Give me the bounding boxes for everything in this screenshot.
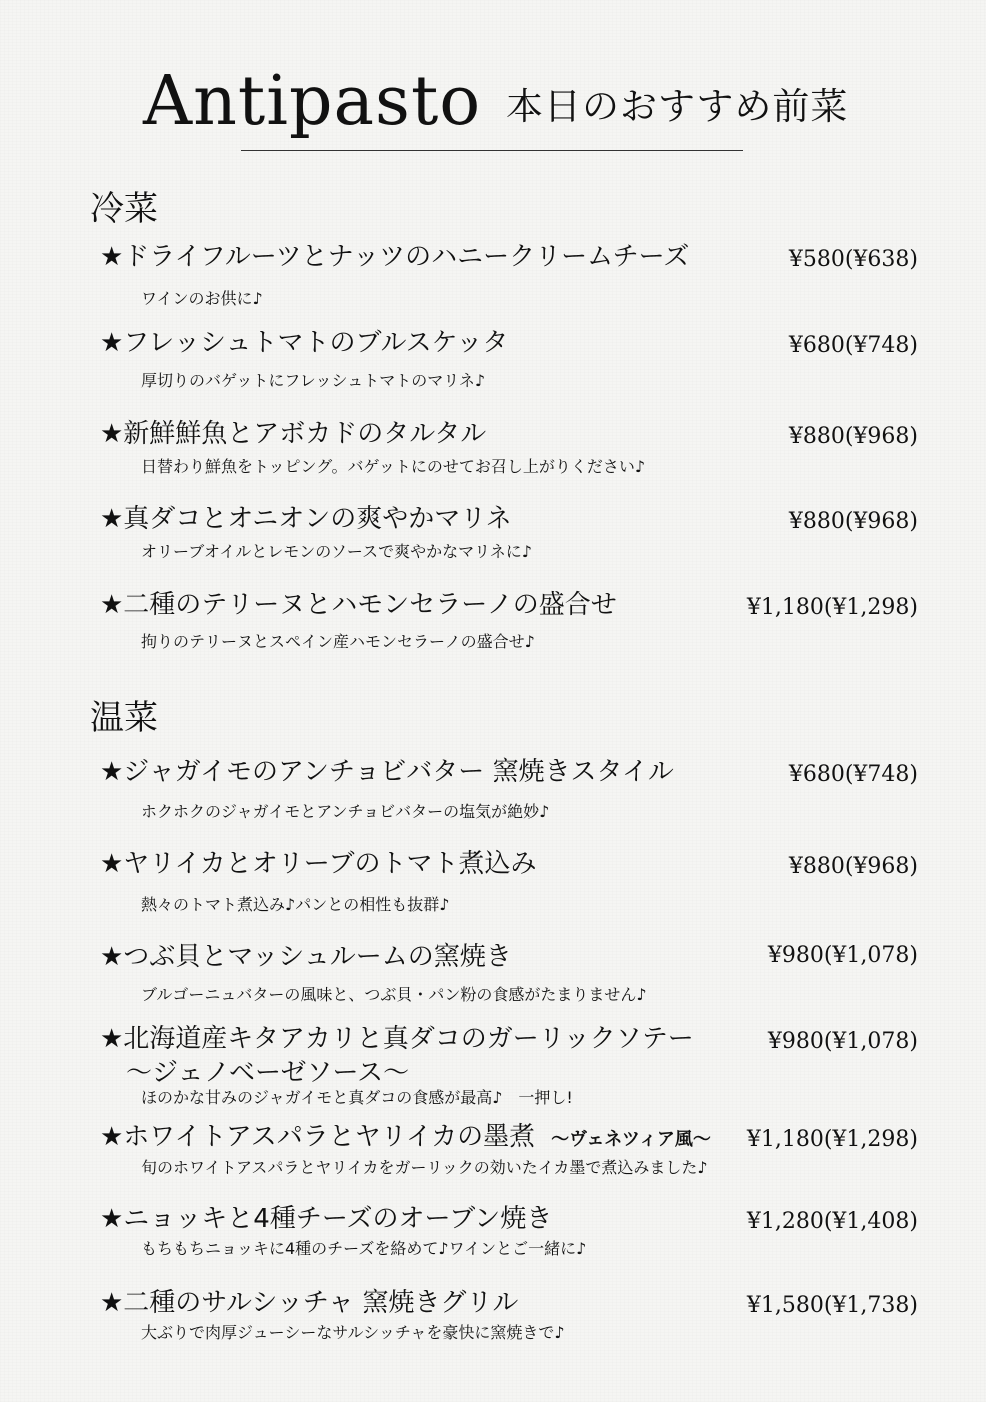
item-price: ¥1,580(¥1,738) [746,1293,918,1318]
title-english: Antipasto [143,62,482,141]
section-title-warm: 温菜 [90,698,158,738]
item-name: ★つぶ貝とマッシュルームの窯焼き [100,942,512,972]
menu-header [0,62,986,142]
title-japanese: 本日のおすすめ前菜 [506,85,849,128]
item-name-subtitle: ～ジェノベーゼソース～ [126,1058,410,1088]
section-title-cold: 冷菜 [90,189,158,229]
item-name: ★ドライフルーツとナッツのハニークリームチーズ [100,242,690,272]
item-name: ★真ダコとオニオンの爽やかマリネ [100,504,512,534]
item-price: ¥880(¥968) [788,424,918,449]
item-description: 大ぶりで肉厚ジューシーなサルシッチャを豪快に窯焼きで♪ [141,1323,565,1342]
item-description: ほのかな甘みのジャガイモと真ダコの食感が最高♪ 一押し! [141,1088,573,1107]
item-price: ¥680(¥748) [788,762,918,787]
item-name: ★ニョッキと4種チーズのオーブン焼き [100,1204,553,1234]
item-name: ★二種のテリーヌとハモンセラーノの盛合せ [100,590,617,620]
item-description: 厚切りのバゲットにフレッシュトマトのマリネ♪ [141,371,486,390]
item-name: ★ジャガイモのアンチョビバター 窯焼きスタイル [100,757,674,787]
item-description: 旬のホワイトアスパラとヤリイカをガーリックの効いたイカ墨で煮込みました♪ [141,1158,708,1177]
item-name: ★北海道産キタアカリと真ダコのガーリックソテー [100,1024,694,1054]
item-name-main: ★ホワイトアスパラとヤリイカの墨煮 [100,1122,536,1152]
item-price: ¥1,180(¥1,298) [746,1127,918,1152]
item-name: ★ヤリイカとオリーブのトマト煮込み [100,849,537,879]
item-description: 拘りのテリーヌとスペイン産ハモンセラーノの盛合せ♪ [141,632,535,651]
item-description: 熱々のトマト煮込み♪パンとの相性も抜群♪ [141,895,450,914]
item-description: もちもちニョッキに4種のチーズを絡めて♪ワインとご一緒に♪ [141,1239,587,1258]
item-description: オリーブオイルとレモンのソースで爽やかなマリネに♪ [141,542,533,561]
item-name-style: ～ヴェネツィア風～ [551,1129,711,1150]
item-name: ★二種のサルシッチャ 窯焼きグリル [100,1288,519,1318]
item-name: ★新鮮鮮魚とアボカドのタルタル [100,419,487,449]
item-price: ¥980(¥1,078) [767,1029,918,1054]
item-price: ¥1,280(¥1,408) [746,1209,918,1234]
item-price: ¥880(¥968) [788,509,918,534]
item-price: ¥1,180(¥1,298) [746,595,918,620]
item-price: ¥980(¥1,078) [767,943,918,968]
header-divider [241,150,743,151]
item-description: 日替わり鮮魚をトッピング。バゲットにのせてお召し上がりください♪ [141,457,646,476]
item-name [100,1121,711,1156]
item-description: ワインのお供に♪ [141,289,263,308]
item-description: ブルゴーニュバターの風味と、つぶ貝・パン粉の食感がたまりません♪ [141,985,647,1004]
item-price: ¥680(¥748) [788,333,918,358]
item-description: ホクホクのジャガイモとアンチョビバターの塩気が絶妙♪ [141,802,550,821]
item-price: ¥580(¥638) [788,247,918,272]
item-price: ¥880(¥968) [788,854,918,879]
item-name: ★フレッシュトマトのブルスケッタ [100,328,509,358]
